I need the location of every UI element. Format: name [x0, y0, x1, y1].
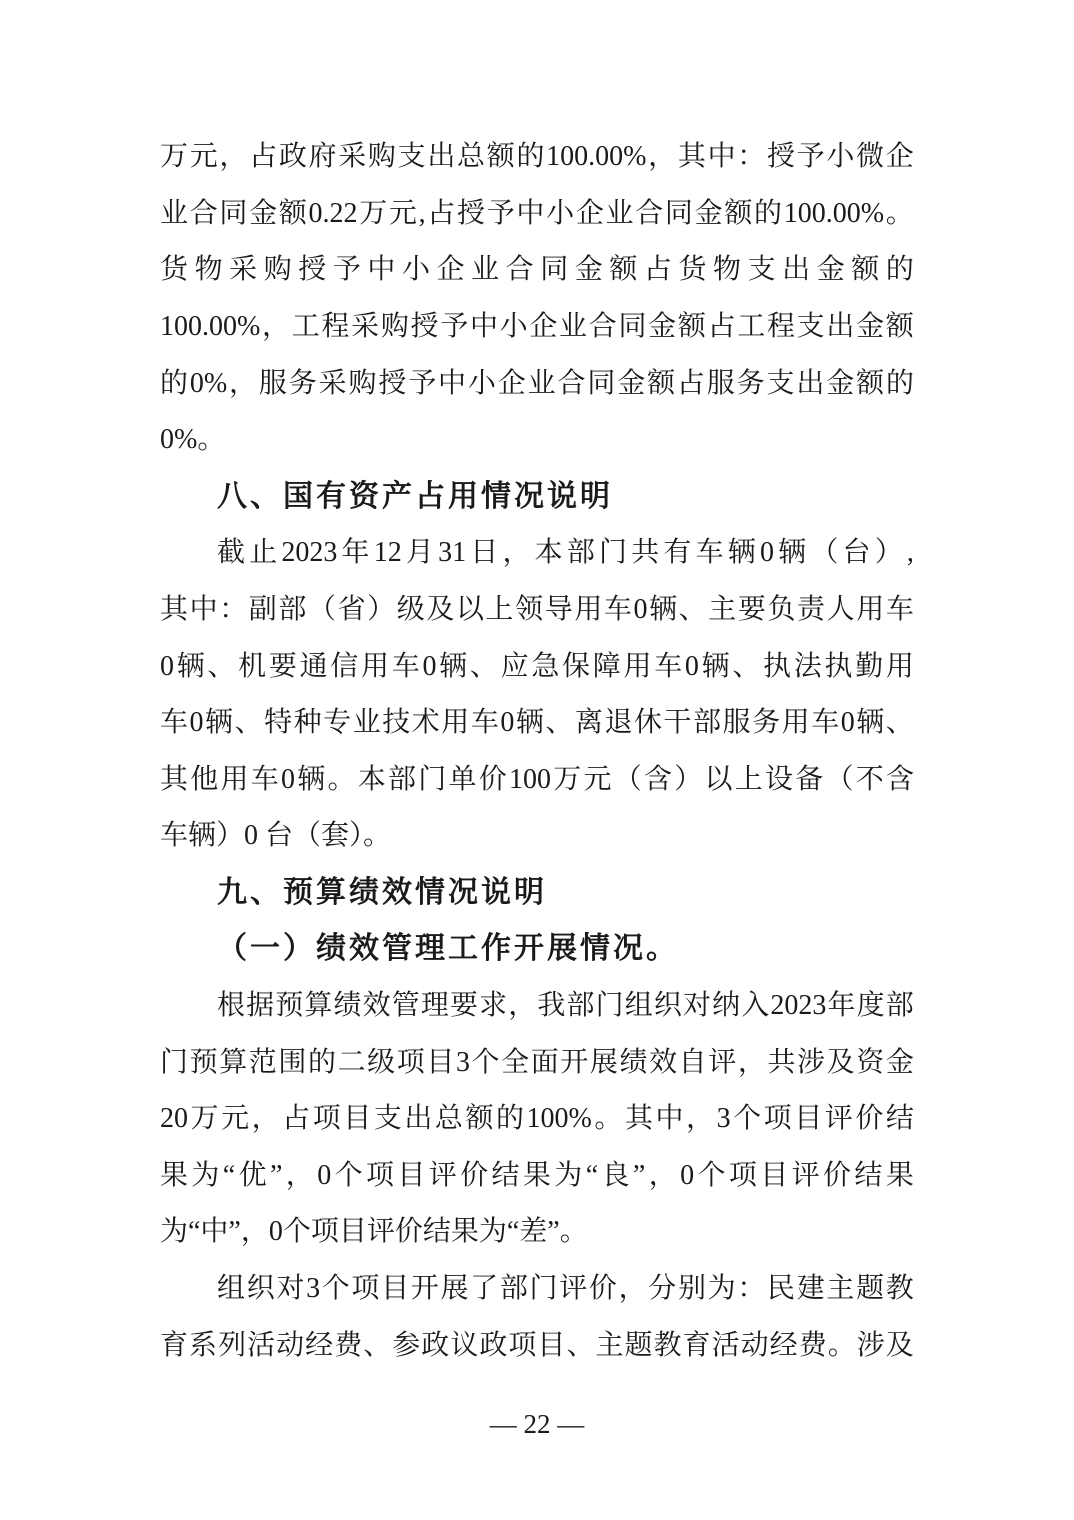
- text-line: 果 为 “ 优 ” ， 0 个 项 目 评 价 结 果 为 “ 良 ” ， 0 个 项 目 评 价 结 果: [160, 1159, 914, 1191]
- text-line: 100.00% ， 工 程 采 购 授 予 中 小 企 业 合 同 金 额 占 工 程 支 出 金 额: [160, 310, 914, 342]
- section-8-heading: 八、国有资产占用情况说明: [217, 479, 613, 513]
- subsection-1-heading: （一）绩效管理工作开展情况。: [217, 932, 679, 966]
- text-line: 其 中 ： 副 部 （ 省 ） 级 及 以 上 领 导 用 车 0 辆 、 主 要 负 责 人 用 车: [160, 593, 914, 625]
- page-number: — 22 —: [489, 1409, 585, 1439]
- section-9-heading: 九、预算绩效情况说明: [217, 875, 547, 909]
- text-line: 根 据 预 算 绩 效 管 理 要 求 ， 我 部 门 组 织 对 纳 入 2023 年 度 部: [217, 990, 914, 1022]
- text-line: 0 辆 、 机 要 通 信 用 车 0 辆 、 应 急 保 障 用 车 0 辆 、 执 法 执 勤 用: [160, 650, 914, 682]
- text-line: 万 元 ， 占 政 府 采 购 支 出 总 额 的 100.00% ， 其 中 ： 授 予 小 微 企: [160, 141, 914, 173]
- text-line: 车辆）0 台（套）。: [160, 820, 392, 852]
- text-line: 为“中”，0个项目评价结果为“差”。: [160, 1216, 588, 1248]
- text-line: 门 预 算 范 围 的 二 级 项 目 3 个 全 面 开 展 绩 效 自 评 ， 共 涉 及 资 金: [160, 1046, 914, 1078]
- text-line: 货 物 采 购 授 予 中 小 企 业 合 同 金 额 占 货 物 支 出 金 额 的: [160, 254, 914, 286]
- document-lines: [160, 129, 914, 1374]
- text-line: 20 万 元 ， 占 项 目 支 出 总 额 的 100% 。 其 中 ， 3 个 项 目 评 价 结: [160, 1103, 914, 1135]
- text-line: 0%。: [160, 423, 226, 455]
- text-line: 育 系 列 活 动 经 费 、 参 政 议 政 项 目 、 主 题 教 育 活 动 经 费 。 涉 及: [160, 1329, 914, 1361]
- text-line: 车 0 辆 、 特 种 专 业 技 术 用 车 0 辆 、 离 退 休 干 部 服 务 用 车 0 辆 、: [160, 707, 914, 739]
- text-line: 其 他 用 车 0 辆 。 本 部 门 单 价 100 万 元 （ 含 ） 以 上 设 备 （ 不 含: [160, 763, 914, 795]
- text-line: 截 止 2023 年 12 月 31 日 ， 本 部 门 共 有 车 辆 0 辆 （ 台 ） ,: [217, 537, 914, 569]
- text-line: 业 合 同 金 额 0.22 万 元 , 占 授 予 中 小 企 业 合 同 金 额 的 100.00% 。: [160, 197, 914, 229]
- text-line: 的 0% ， 服 务 采 购 授 予 中 小 企 业 合 同 金 额 占 服 务 支 出 金 额 的: [160, 367, 914, 399]
- text-line: 组 织 对 3 个 项 目 开 展 了 部 门 评 价 ， 分 别 为 ： 民 建 主 题 教: [217, 1273, 914, 1305]
